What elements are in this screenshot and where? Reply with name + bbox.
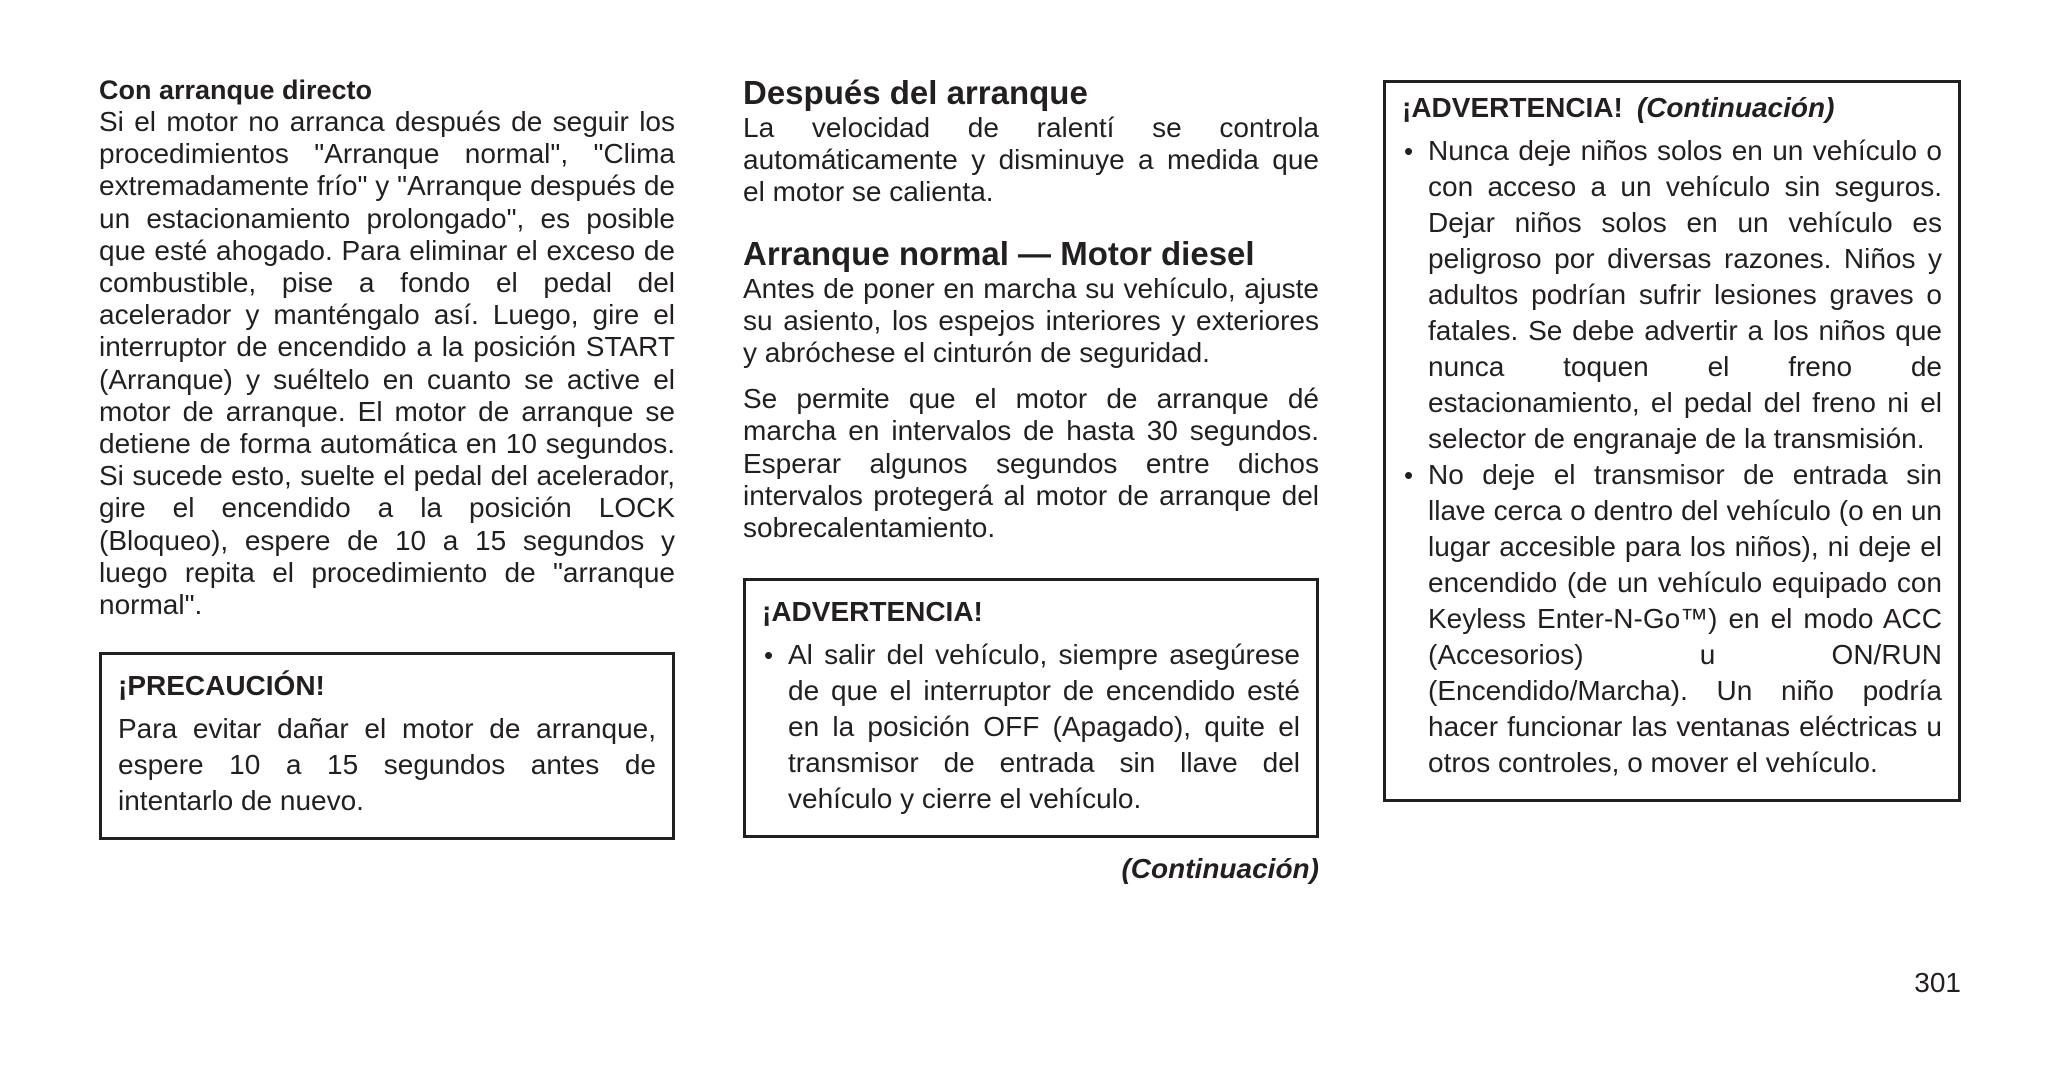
warning-bullet-text: Al salir del vehículo, siempre asegúrese de que el interruptor de encendido esté en la posición OFF (Apagado), quite el transmisor de entrada sin llave del vehículo y cierre el vehículo.	[788, 639, 1300, 815]
bullet-icon: •	[764, 640, 774, 671]
diesel-start-paragraph-2: Se permite que el motor de arranque dé marcha en intervalos de hasta 30 segundos. Esperar algunos segundos entre dichos intervalos protegerá al motor de arranque del sobrecalentamiento.	[743, 383, 1319, 544]
warning-list	[762, 637, 1300, 817]
page-number: 301	[1914, 967, 1961, 998]
list-item	[762, 637, 1300, 817]
after-start-paragraph: La velocidad de ralentí se controla automáticamente y disminuye a medida que el motor se calienta.	[743, 112, 1319, 208]
warning-list	[1402, 133, 1942, 781]
bullet-icon: •	[1404, 460, 1414, 490]
middle-column	[743, 74, 1319, 886]
diesel-start-paragraph-1: Antes de poner en marcha su vehículo, ajuste su asiento, los espejos interiores y exteriores y abróchese el cinturón de seguridad.	[743, 272, 1319, 369]
warning-title: ¡ADVERTENCIA!	[762, 596, 983, 628]
warning-box	[743, 578, 1319, 838]
direct-start-heading: Con arranque directo	[99, 75, 373, 105]
warning-continued-box	[1383, 80, 1961, 802]
right-column	[1383, 80, 1961, 802]
warning-title: ¡ADVERTENCIA!	[1402, 92, 1623, 123]
caution-title: ¡PRECAUCIÓN!	[118, 670, 325, 702]
list-item	[1402, 457, 1942, 781]
warning-title-suffix: (Continuación)	[1636, 92, 1835, 123]
caution-box	[99, 652, 675, 840]
list-item	[1402, 133, 1942, 457]
left-column	[99, 74, 675, 840]
after-start-heading: Después del arranque	[743, 74, 1088, 111]
warning-continued-title	[1402, 91, 1942, 125]
direct-start-paragraph: Si el motor no arranca después de seguir los procedimientos "Arranque normal", "Clima extremadamente frío" y "Arranque después de un estacionamiento prolongado", es posible que esté ahogado. Para eliminar el exceso de combustible, pise a fondo el pedal del acelerador y manténgalo así. Luego, gire el interruptor de encendido a la posición START (Arranque) y suéltelo en cuanto se active el motor de arranque. El motor de arranque se detiene de forma automática en 10 segundos. Si sucede esto, suelte el pedal del acelerador, gire el encendido a la posición LOCK (Bloqueo), espere de 10 a 15 segundos y luego repita el procedimiento de "arranque normal".	[99, 106, 675, 621]
continued-label: (Continuación)	[1121, 853, 1319, 885]
warning-bullet-text: No deje el transmisor de entrada sin llave cerca o dentro del vehículo (o en un lugar accesible para los niños), ni deje el encendido (de un vehículo equipado con Keyless Enter-N-Go™) en el modo ACC (Accesorios) u ON/RUN (Encendido/Marcha). Un niño podría hacer funcionar las ventanas eléctricas u otros controles, o mover el vehículo.	[1428, 459, 1942, 778]
diesel-start-heading: Arranque normal — Motor diesel	[743, 234, 1255, 272]
caution-text: Para evitar dañar el motor de arranque, espere 10 a 15 segundos antes de intentarlo de nuevo.	[118, 713, 656, 817]
warning-bullet-text: Nunca deje niños solos en un vehículo o con acceso a un vehículo sin seguros. Dejar niños solos en un vehículo es peligroso por diversas razones. Niños y adultos podrían sufrir lesiones graves o fatales. Se debe advertir a los niños que nunca toquen el freno de estacionamiento, el pedal del freno ni el selector de engranaje de la transmisión.	[1428, 135, 1942, 454]
bullet-icon: •	[1404, 136, 1414, 166]
